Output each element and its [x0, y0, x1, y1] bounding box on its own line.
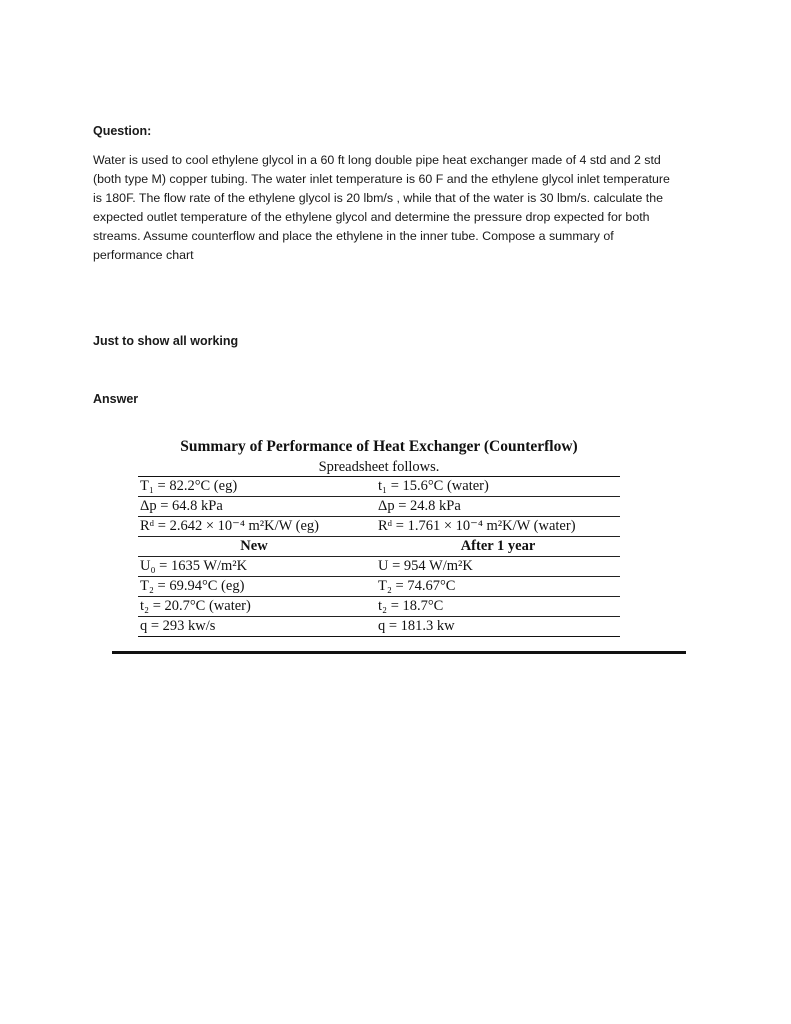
table-cell: Rᵈ = 2.642 × 10⁻⁴ m²K/W (eg)	[138, 517, 370, 537]
table-row	[138, 597, 620, 617]
table-cell: T₂ = 69.94°C (eg)	[138, 577, 370, 597]
table-cell: U = 954 W/m²K	[370, 557, 620, 577]
table-cell: T₂ = 74.67°C	[370, 577, 620, 597]
table-row	[138, 517, 620, 537]
table-row	[138, 577, 620, 597]
performance-summary-figure	[138, 437, 620, 637]
figure-title: Summary of Performance of Heat Exchanger (Counterflow)	[180, 438, 578, 455]
table-row	[138, 497, 620, 517]
divider-line	[112, 651, 686, 654]
table-cell: t₁ = 15.6°C (water)	[370, 477, 620, 497]
table-row	[138, 557, 620, 577]
question-heading: Question:	[93, 124, 152, 138]
table-cell: Rᵈ = 1.761 × 10⁻⁴ m²K/W (water)	[370, 517, 620, 537]
table-row	[138, 617, 620, 637]
question-line: performance chart	[93, 248, 194, 262]
question-line: is 180F. The flow rate of the ethylene glycol is 20 lbm/s , while that of the water is 30 lbm/s. calculate the	[93, 191, 664, 205]
table-row	[138, 477, 620, 497]
table-cell: t₂ = 20.7°C (water)	[138, 597, 370, 617]
table-cell: T₁ = 82.2°C (eg)	[138, 477, 370, 497]
question-line: streams. Assume counterflow and place the ethylene in the inner tube. Compose a summary of	[93, 229, 614, 243]
header-new: New	[138, 537, 370, 557]
performance-table	[138, 476, 620, 637]
working-heading: Just to show all working	[93, 334, 239, 348]
table-cell: q = 181.3 kw	[370, 617, 620, 637]
table-cell: Δp = 24.8 kPa	[370, 497, 620, 517]
answer-heading: Answer	[93, 392, 139, 406]
table-cell: q = 293 kw/s	[138, 617, 370, 637]
question-line: (both type M) copper tubing. The water inlet temperature is 60 F and the ethylene glycol inlet temperature	[93, 172, 670, 186]
table-cell: Δp = 64.8 kPa	[138, 497, 370, 517]
table-cell: t₂ = 18.7°C	[370, 597, 620, 617]
question-line: Water is used to cool ethylene glycol in a 60 ft long double pipe heat exchanger made of 4 std and 2 std	[93, 153, 661, 167]
question-paragraph	[93, 151, 698, 265]
header-after-1-year: After 1 year	[370, 537, 620, 557]
figure-subtitle: Spreadsheet follows.	[318, 459, 440, 475]
table-cell: U₀ = 1635 W/m²K	[138, 557, 370, 577]
question-line: expected outlet temperature of the ethylene glycol and determine the pressure drop expected for both	[93, 210, 650, 224]
table-header-row	[138, 537, 620, 557]
